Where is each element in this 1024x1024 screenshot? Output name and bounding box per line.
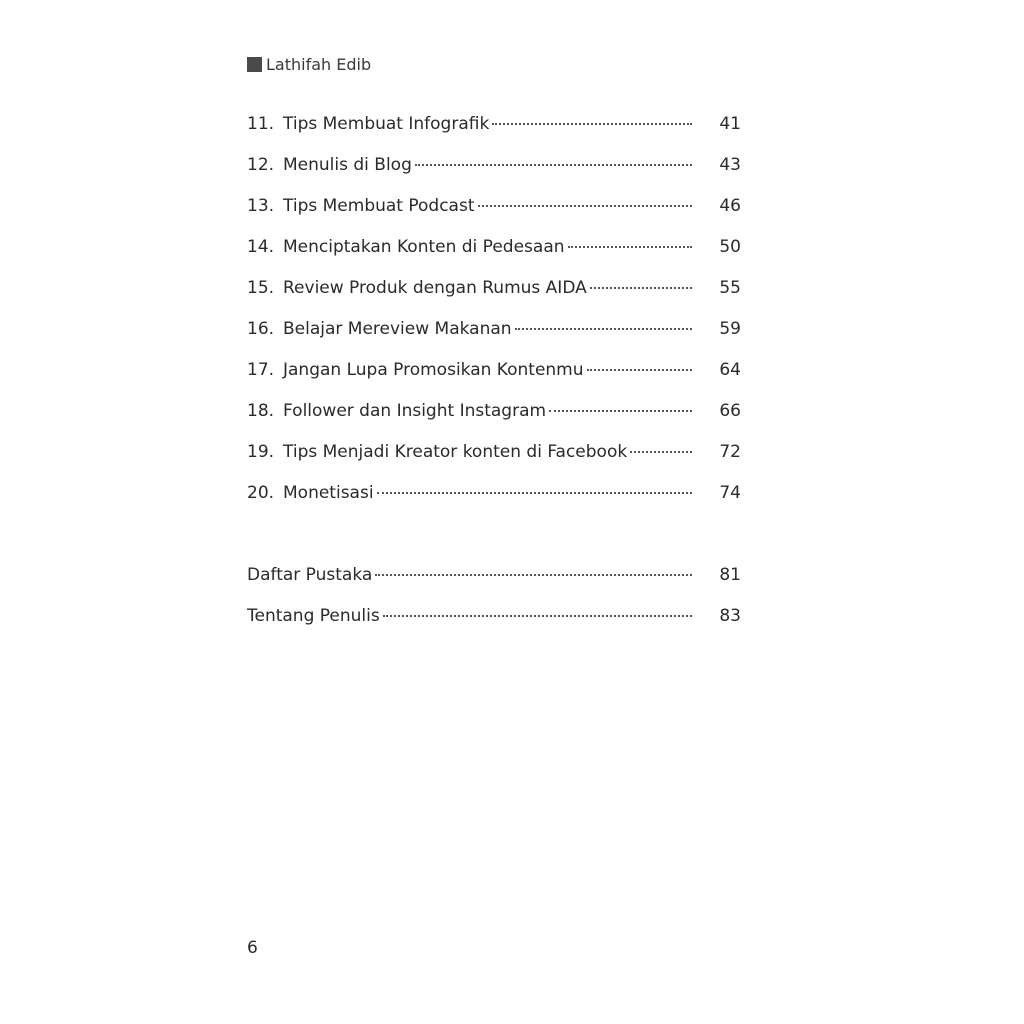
toc-dot-leader [587, 369, 692, 371]
toc-entry-title: Tentang Penulis [247, 606, 380, 626]
toc-dot-leader [478, 205, 693, 207]
header-author: Lathifah Edib [266, 55, 372, 74]
toc-entry-page: 41 [719, 114, 741, 134]
toc-entry-title: Menciptakan Konten di Pedesaan [283, 237, 565, 257]
toc-entry-title: Menulis di Blog [283, 155, 412, 175]
toc-entry-title: Tips Menjadi Kreator konten di Facebook [283, 442, 628, 462]
toc-entry [247, 483, 741, 524]
toc-dot-leader [492, 123, 692, 125]
toc-dot-leader [383, 615, 692, 617]
toc-entry [247, 114, 741, 155]
toc-entry-title: Jangan Lupa Promosikan Kontenmu [283, 360, 584, 380]
toc-entry-number: 12. [247, 155, 275, 175]
toc-entry-page: 83 [719, 606, 741, 626]
toc-dot-leader [549, 410, 692, 412]
toc-entry-page: 55 [719, 278, 741, 298]
toc-entry-page: 81 [719, 565, 741, 585]
toc-entry-title: Monetisasi [283, 483, 374, 503]
toc-entry-page: 72 [719, 442, 741, 462]
toc-entry-number: 20. [247, 483, 275, 503]
page-number: 6 [247, 938, 258, 958]
toc-entry-page: 64 [719, 360, 741, 380]
toc-back-matter-entry [247, 565, 741, 606]
toc-entry-title: Tips Membuat Infografik [283, 114, 490, 134]
toc-entry-title: Daftar Pustaka [247, 565, 373, 585]
toc-entry-title: Review Produk dengan Rumus AIDA [283, 278, 587, 298]
toc-dot-leader [377, 492, 692, 494]
toc-section-gap [247, 524, 741, 565]
toc-entry-page: 74 [719, 483, 741, 503]
toc-entry-number: 16. [247, 319, 275, 339]
running-header [247, 55, 371, 74]
toc-entry-number: 14. [247, 237, 275, 257]
toc-entry-number: 17. [247, 360, 275, 380]
toc-entry [247, 237, 741, 278]
toc-entry-number: 18. [247, 401, 275, 421]
toc-entry-page: 43 [719, 155, 741, 175]
toc-entry [247, 196, 741, 237]
toc-entry [247, 155, 741, 196]
toc-entry-page: 50 [719, 237, 741, 257]
toc-entry [247, 442, 741, 483]
toc-dot-leader [630, 451, 692, 453]
toc-entry [247, 401, 741, 442]
toc-entry-number: 15. [247, 278, 275, 298]
toc-dot-leader [415, 164, 692, 166]
toc-back-matter-entry [247, 606, 741, 647]
toc-entry-number: 19. [247, 442, 275, 462]
toc-entry-title: Belajar Mereview Makanan [283, 319, 512, 339]
header-square-mark [247, 57, 262, 72]
toc-entry [247, 278, 741, 319]
toc-entry-page: 66 [719, 401, 741, 421]
toc-dot-leader [375, 574, 692, 576]
toc-entry-page: 46 [719, 196, 741, 216]
toc-entry-title: Tips Membuat Podcast [283, 196, 475, 216]
toc-entry-number: 11. [247, 114, 275, 134]
toc-entry [247, 319, 741, 360]
table-of-contents [247, 114, 741, 647]
toc-dot-leader [590, 287, 692, 289]
toc-entry-page: 59 [719, 319, 741, 339]
toc-dot-leader [568, 246, 692, 248]
toc-dot-leader [515, 328, 692, 330]
toc-entry-title: Follower dan Insight Instagram [283, 401, 547, 421]
toc-entry-number: 13. [247, 196, 275, 216]
toc-entry [247, 360, 741, 401]
